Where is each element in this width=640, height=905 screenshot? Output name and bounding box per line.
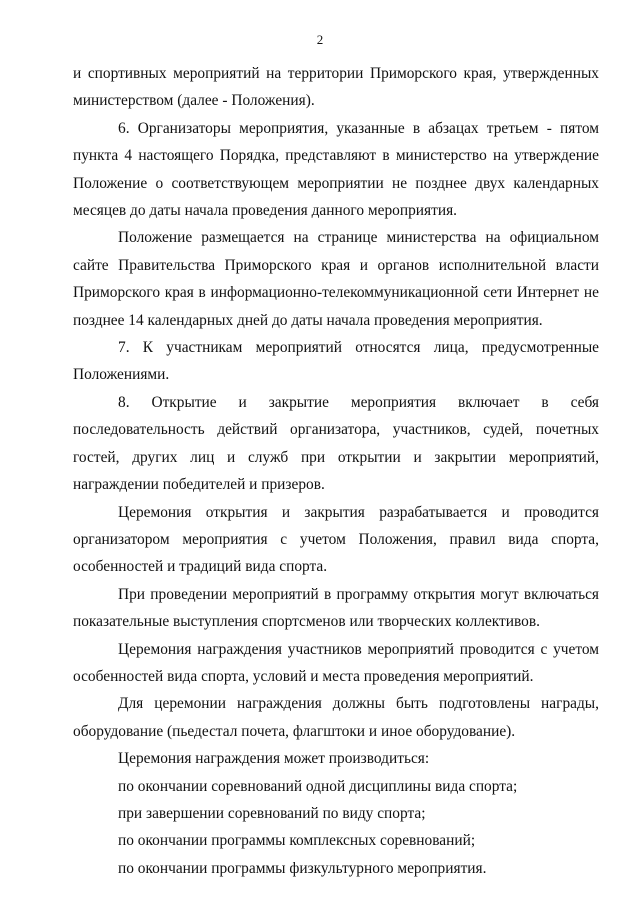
paragraph-item-6: 6. Организаторы мероприятия, указанные в абзацах третьем - пятом пункта 4 настоящего Порядка, представляют в министерство на утверждение Положение о соответствующем мероприятии не позднее двух календарных месяцев до даты начала проведения данного мероприятия. — [73, 119, 599, 220]
paragraph-continuation: и спортивных мероприятий на территории Приморского края, утвержденных министерством (далее - Положения). — [73, 65, 599, 110]
paragraph-item-8: 8. Открытие и закрытие мероприятия включает в себя последовательность действий организатора, участников, судей, почетных гостей, других лиц и служб при открытии и закрытии мероприятий, награждении победителей и призеров. — [73, 393, 599, 494]
list-item: при завершении соревнований по виду спорта; — [118, 804, 426, 822]
page-number: 2 — [316, 32, 324, 47]
paragraph-award-ceremony: Церемония награждения участников мероприятий проводится с учетом особенностей вида спорта, условий и места проведения мероприятий. — [73, 640, 599, 685]
list-item: по окончании соревнований одной дисциплины вида спорта; — [118, 777, 518, 795]
list-item: по окончании программы комплексных соревнований; — [118, 832, 476, 850]
paragraph-demonstration: При проведении мероприятий в программу открытия могут включаться показательные выступления спортсменов или творческих коллективов. — [73, 585, 599, 631]
list-item: по окончании программы физкультурного мероприятия. — [118, 859, 487, 877]
paragraph-awards-equipment: Для церемонии награждения должны быть подготовлены награды, оборудование (пьедестал почета, флагштоки и иное оборудование). — [73, 695, 599, 740]
paragraph-award-timing: Церемония награждения может производиться: — [118, 750, 430, 768]
document-body — [73, 60, 599, 882]
paragraph-opening-ceremony: Церемония открытия и закрытия разрабатывается и проводится организатором мероприятия с учетом Положения, правил вида спорта, особенностей и традиций вида спорта. — [73, 503, 599, 576]
paragraph-item-7: 7. К участникам мероприятий относятся лица, предусмотренные Положениями. — [73, 339, 599, 384]
paragraph-publication: Положение размещается на странице министерства на официальном сайте Правительства Приморского края и органов исполнительной власти Приморского края в информационно-телекоммуникационной сети Интернет не позднее 14 календарных дней до даты начала проведения мероприятия. — [73, 229, 599, 329]
